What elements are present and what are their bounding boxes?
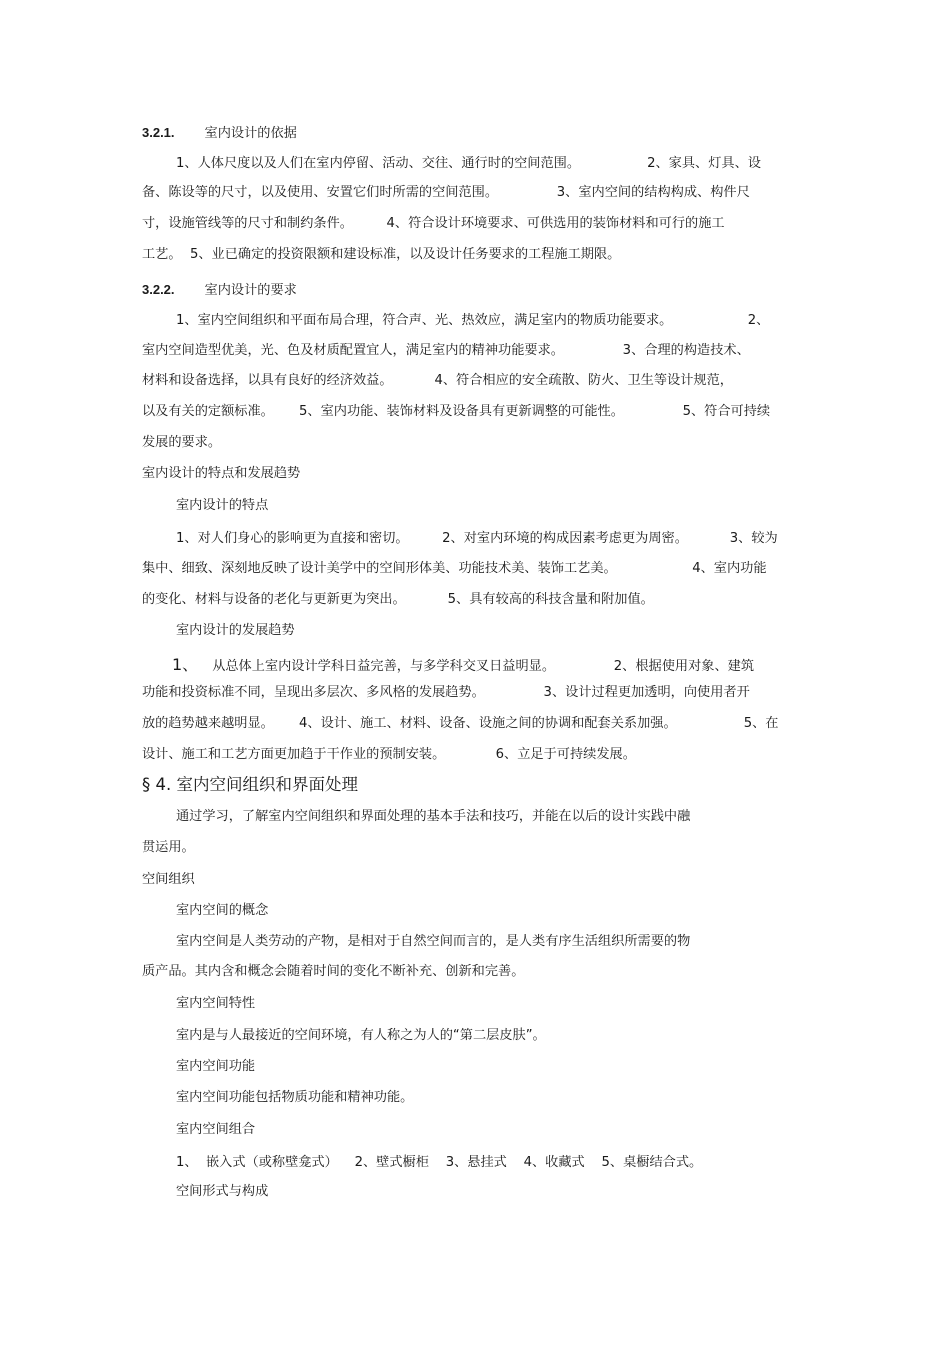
paragraph-line: 放的趋势越来越明显。 4、设计、施工、材料、设备、设施之间的协调和配套关系加强。 5、在 xyxy=(142,716,779,731)
paragraph-line: 材料和设备选择，以具有良好的经济效益。 4、符合相应的安全疏散、防火、卫生等设计规范， xyxy=(142,373,733,388)
paragraph-line: 以及有关的定额标准。 5、室内功能、装饰材料及设备具有更新调整的可能性。 5、符合可持续 xyxy=(142,404,771,419)
paragraph-line: 工艺。 5、业已确定的投资限额和建设标准，以及设计任务要求的工程施工期限。 xyxy=(142,247,621,262)
paragraph-line: 功能和投资标准不同，呈现出多层次、多风格的发展趋势。 3、设计过程更加透明，向使用者开 xyxy=(142,685,750,700)
section-4-heading: § 4. 室内空间组织和界面处理 xyxy=(142,775,358,794)
paragraph-line: 室内空间功能包括物质功能和精神功能。 xyxy=(176,1090,414,1105)
paragraph-line: 设计、施工和工艺方面更加趋于干作业的预制安装。 6、立足于可持续发展。 xyxy=(142,747,636,762)
heading-space-property: 室内空间特性 xyxy=(176,996,256,1011)
section-title: 室内设计的依据 xyxy=(204,126,297,141)
heading-trends: 室内设计的发展趋势 xyxy=(176,623,295,638)
heading-space-form: 空间形式与构成 xyxy=(176,1184,269,1199)
section-3-2-1-heading xyxy=(142,124,297,143)
heading-space-organization: 空间组织 xyxy=(142,872,195,887)
paragraph-line: 室内是与人最接近的空间环境，有人称之为人的“第二层皮肤”。 xyxy=(176,1028,546,1043)
paragraph-line: 质产品。其内含和概念会随着时间的变化不断补充、创新和完善。 xyxy=(142,964,525,979)
heading-space-combination: 室内空间组合 xyxy=(176,1122,256,1137)
paragraph-line: 发展的要求。 xyxy=(142,435,222,450)
paragraph-line: 贯运用。 xyxy=(142,840,195,855)
paragraph-line: 的变化、材料与设备的老化与更新更为突出。 5、具有较高的科技含量和附加值。 xyxy=(142,592,654,607)
list-number: 1、 xyxy=(172,655,199,674)
paragraph-line: 1、人体尺度以及人们在室内停留、活动、交往、通行时的空间范围。 2、家具、灯具、设 xyxy=(176,156,761,171)
paragraph-line: 备、陈设等的尺寸，以及使用、安置它们时所需的空间范围。 3、室内空间的结构构成、构件尺 xyxy=(142,185,750,200)
section-3-2-2-heading xyxy=(142,281,297,300)
paragraph-line xyxy=(172,656,754,676)
heading-space-concept: 室内空间的概念 xyxy=(176,903,269,918)
heading-features-trends: 室内设计的特点和发展趋势 xyxy=(142,466,301,481)
paragraph-line: 1、室内空间组织和平面布局合理，符合声、光、热效应，满足室内的物质功能要求。 2、 xyxy=(176,313,770,328)
paragraph-line: 1、 嵌入式（或称壁龛式） 2、壁式橱柜 3、悬挂式 4、收藏式 5、桌橱结合式。 xyxy=(176,1155,703,1170)
heading-features: 室内设计的特点 xyxy=(176,498,269,513)
heading-space-function: 室内空间功能 xyxy=(176,1059,256,1074)
section-number: 3.2.1. xyxy=(142,125,175,140)
section-title: 室内设计的要求 xyxy=(204,283,297,298)
paragraph-line: 寸，设施管线等的尺寸和制约条件。 4、符合设计环境要求、可供选用的装饰材料和可行的施工 xyxy=(142,216,725,231)
paragraph-line: 室内空间造型优美，光、色及材质配置宜人，满足室内的精神功能要求。 3、合理的构造技术、 xyxy=(142,343,750,358)
section-number: 3.2.2. xyxy=(142,282,175,297)
paragraph-line: 室内空间是人类劳动的产物，是相对于自然空间而言的，是人类有序生活组织所需要的物 xyxy=(176,934,691,949)
list-text: 从总体上室内设计学科日益完善，与多学科交叉日益明显。 2、根据使用对象、建筑 xyxy=(212,659,755,674)
paragraph-line: 集中、细致、深刻地反映了设计美学中的空间形体美、功能技术美、装饰工艺美。 4、室内功能 xyxy=(142,561,767,576)
paragraph-line: 通过学习，了解室内空间组织和界面处理的基本手法和技巧，并能在以后的设计实践中融 xyxy=(176,809,691,824)
paragraph-line: 1、对人们身心的影响更为直接和密切。 2、对室内环境的构成因素考虑更为周密。 3、较为 xyxy=(176,531,778,546)
